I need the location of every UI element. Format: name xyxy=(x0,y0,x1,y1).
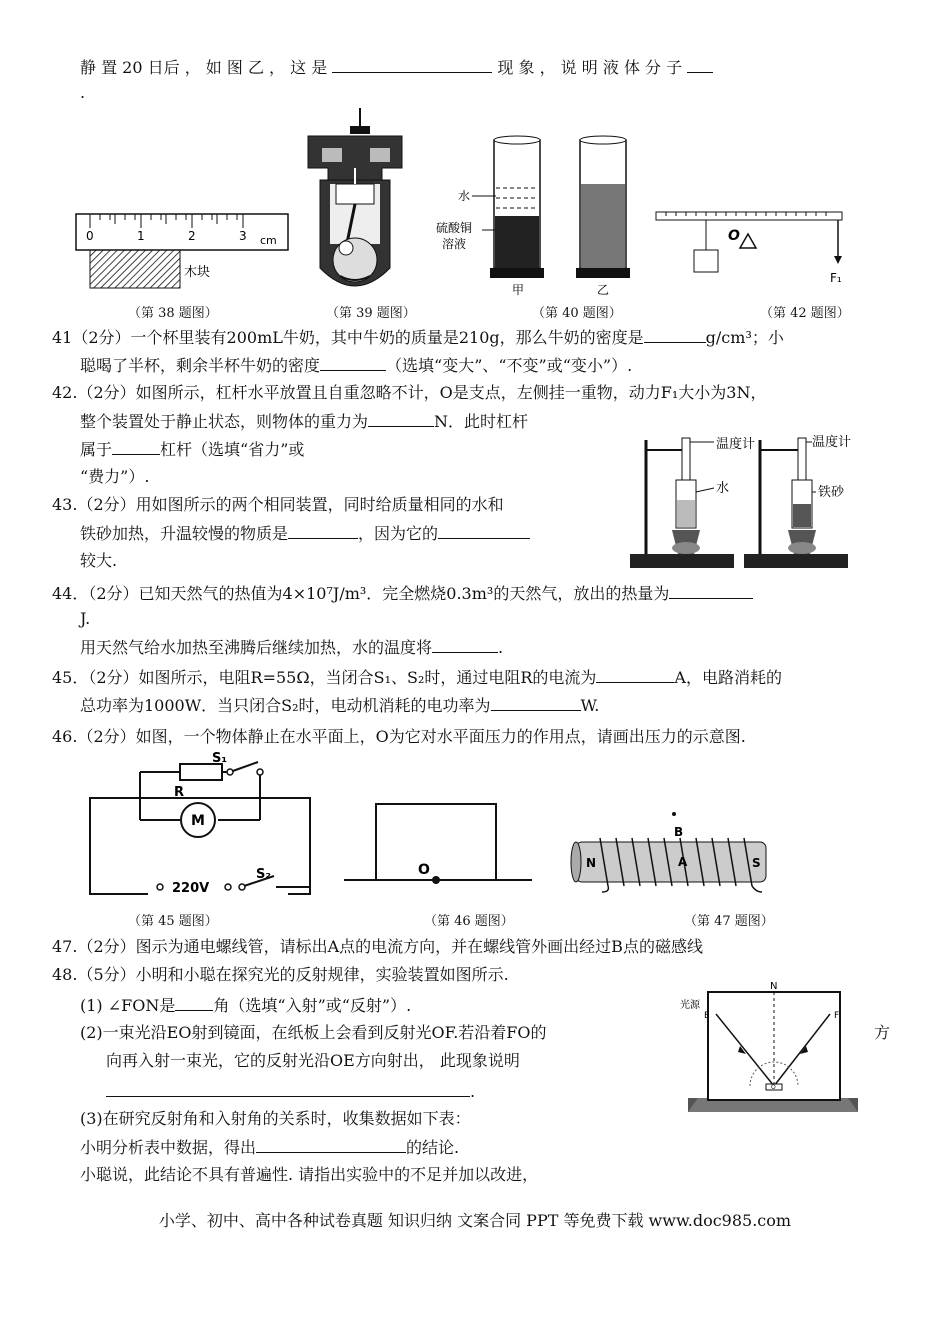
text-fragment: 总功率为1000W．当只闭合S₂时，电动机消耗的电功率为 xyxy=(80,696,491,715)
page-footer: 小学、初中、高中各种试卷真题 知识归纳 文案合同 PPT 等免费下载 www.doc985.com xyxy=(158,1211,792,1230)
ray-f-label: F xyxy=(834,1011,840,1021)
text-fragment: 杠杆（选填“省力”或 xyxy=(160,440,305,459)
q41-line-2 xyxy=(80,354,632,377)
switch1-label: S₁ xyxy=(212,751,228,766)
text-fragment: 铁砂加热，升温较慢的物质是 xyxy=(80,524,289,543)
text-fragment: W. xyxy=(580,696,600,715)
answer-blank[interactable] xyxy=(669,582,753,599)
ruler-unit: cm xyxy=(260,234,277,247)
text-fragment: 现 象 ， 说 明 液 体 分 子 xyxy=(497,58,683,77)
ruler-figure xyxy=(72,210,294,292)
q43-line-2 xyxy=(80,522,530,545)
block-figure xyxy=(340,800,536,886)
q48-sub1 xyxy=(80,994,411,1017)
answer-blank[interactable] xyxy=(438,522,530,539)
circuit-figure xyxy=(82,750,322,900)
answer-blank[interactable] xyxy=(106,1080,470,1097)
cyl-water-label: 水 xyxy=(458,189,471,203)
q42-line-3 xyxy=(80,438,304,461)
q48-sub5: 小聪说，此结论不具有普遍性. 请指出实验中的不足并加以改进， xyxy=(80,1165,539,1184)
answer-blank[interactable] xyxy=(288,522,358,539)
thermometer-label-2: 温度计 xyxy=(812,435,852,450)
caption-45: （第 45 题图） xyxy=(128,914,218,929)
q42-line-2 xyxy=(80,410,528,433)
point-b-label: B xyxy=(674,825,684,839)
q47-line: 47.（2分）图示为通电螺线管，请标出A点的电流方向，并在螺线管外画出经过B点的磁感线 xyxy=(52,937,703,956)
cyl-solution-label-1: 硫酸铜 xyxy=(436,221,473,235)
answer-blank[interactable] xyxy=(332,56,492,73)
text-fragment: (1) ∠FON是 xyxy=(80,996,176,1015)
reflection-figure xyxy=(680,980,860,1114)
q42-line-4: “费力”）. xyxy=(80,467,150,486)
q44-line-3 xyxy=(80,636,503,659)
ruler-label-2: 2 xyxy=(188,229,196,243)
pole-n-label: N xyxy=(586,856,597,870)
text-fragment: （选填“变大”、“不变”或“变小”）. xyxy=(386,356,633,375)
answer-blank[interactable] xyxy=(368,410,434,427)
text-fragment: 44．（2分）已知天然气的热值为4×10⁷J/m³．完全燃烧0.3m³的天然气，放出的热量为 xyxy=(52,584,670,603)
text-fragment: 小明分析表中数据，得出 xyxy=(80,1138,257,1157)
voltage-label: 220V xyxy=(172,881,210,896)
text-fragment: 聪喝了半杯，剩余半杯牛奶的密度 xyxy=(80,356,321,375)
cyl-yi-label: 乙 xyxy=(597,283,610,297)
text-fragment: ，因为它的 xyxy=(358,524,439,543)
iron-sand-label: 铁砂 xyxy=(818,485,845,500)
q48-sub4 xyxy=(80,1136,459,1159)
q46-line: 46.（2分）如图，一个物体静止在水平面上，O为它对水平面压力的作用点，请画出压力的示意图. xyxy=(52,727,746,746)
lever-force-label: F₁ xyxy=(830,271,842,285)
solenoid-figure xyxy=(566,808,778,894)
pole-s-label: S xyxy=(752,856,761,870)
resistor-label: R xyxy=(174,785,185,800)
text-fragment: . xyxy=(470,1082,476,1101)
q48-sub2-line1: (2)一束光沿EO射到镜面，在纸板上会看到反射光OF.若沿着FO的 xyxy=(80,1023,547,1042)
q48-sub2-line3 xyxy=(106,1080,475,1103)
answer-blank[interactable] xyxy=(687,56,713,73)
point-a-label: A xyxy=(678,855,688,869)
wood-block-label: 木块 xyxy=(184,265,211,280)
text-fragment: 的结论. xyxy=(406,1138,460,1157)
caption-46: （第 46 题图） xyxy=(424,914,514,929)
text-fragment: 45．（2分）如图所示，电阻R=55Ω，当闭合S₁、S₂时，通过电阻R的电流为 xyxy=(52,668,597,687)
text-fragment: 属于 xyxy=(80,440,113,459)
answer-blank[interactable] xyxy=(175,994,213,1011)
water-label: 水 xyxy=(716,481,730,496)
caption-39: （第 39 题图） xyxy=(326,306,416,321)
text-fragment: . xyxy=(80,83,86,102)
text-fragment: . xyxy=(498,638,504,657)
wood-block xyxy=(90,250,180,288)
text-fragment: 用天然气给水加热至沸腾后继续加热，水的温度将 xyxy=(80,638,433,657)
cyl-jia-label: 甲 xyxy=(512,283,525,297)
motor-label: M xyxy=(191,813,205,829)
cylinders-figure xyxy=(432,134,644,298)
ruler-label-3: 3 xyxy=(239,229,247,243)
thermometer-label-1: 温度计 xyxy=(716,437,756,452)
q43-line-3: 较大. xyxy=(80,551,118,570)
q48-sub2-fang: 方 xyxy=(874,1023,891,1042)
answer-blank[interactable] xyxy=(320,354,386,371)
caption-42: （第 42 题图） xyxy=(760,306,850,321)
answer-blank[interactable] xyxy=(596,666,674,683)
cyl-solution-label-2: 溶液 xyxy=(442,237,467,251)
lever-pivot-label: O xyxy=(728,228,740,244)
text-fragment: 整个装置处于静止状态，则物体的重力为 xyxy=(80,412,369,431)
text-line xyxy=(80,56,713,79)
heating-figure xyxy=(628,420,854,576)
text-fragment: 角（选填“入射”或“反射”）. xyxy=(213,996,412,1015)
mirror-o-label: O xyxy=(771,1084,776,1091)
q48-sub2-line2: 向再入射一束光，它的反射光沿OE方向射出， 此现象说明 xyxy=(106,1051,520,1070)
q48-sub3: (3)在研究反射角和入射角的关系时，收集数据如下表： xyxy=(80,1109,471,1128)
answer-blank[interactable] xyxy=(644,326,706,343)
q43-line-1: 43.（2分）用如图所示的两个相同装置，同时给质量相同的水和 xyxy=(52,495,504,514)
answer-blank[interactable] xyxy=(112,438,160,455)
answer-blank[interactable] xyxy=(256,1136,406,1153)
q44-line-2: J. xyxy=(80,609,91,628)
engine-figure xyxy=(300,108,410,300)
q44-line-1 xyxy=(52,582,753,605)
q45-line-2 xyxy=(80,694,599,717)
normal-n-label: N xyxy=(770,981,778,992)
text-fragment: 静 置 20 日后 ， 如 图 乙 ， 这 是 xyxy=(80,58,328,77)
ruler-label-0: 0 xyxy=(86,229,94,243)
text-fragment: A，电路消耗的 xyxy=(674,668,782,687)
answer-blank[interactable] xyxy=(432,636,498,653)
caption-47: （第 47 题图） xyxy=(684,914,774,929)
lever-figure xyxy=(652,204,852,298)
light-source-label: 光源 xyxy=(680,1000,700,1011)
answer-blank[interactable] xyxy=(491,694,581,711)
caption-40: （第 40 题图） xyxy=(532,306,622,321)
switch2-label: S₂ xyxy=(256,867,272,882)
q45-line-1 xyxy=(52,666,782,689)
q41-line-1 xyxy=(52,326,784,349)
text-fragment: N．此时杠杆 xyxy=(434,412,529,431)
block-point-label: O xyxy=(418,862,430,878)
text-fragment: g/cm³；小 xyxy=(705,328,784,347)
caption-38: （第 38 题图） xyxy=(128,306,218,321)
q48-line: 48.（5分）小明和小聪在探究光的反射规律，实验装置如图所示. xyxy=(52,965,509,984)
ruler-label-1: 1 xyxy=(137,229,145,243)
text-fragment: 41（2分）一个杯里装有200mL牛奶，其中牛奶的质量是210g，那么牛奶的密度是 xyxy=(52,328,644,347)
ray-e-label: E xyxy=(704,1011,710,1021)
q42-line-1: 42.（2分）如图所示，杠杆水平放置且自重忽略不计，O是支点，左侧挂一重物，动力F₁大小为3N， xyxy=(52,383,767,402)
